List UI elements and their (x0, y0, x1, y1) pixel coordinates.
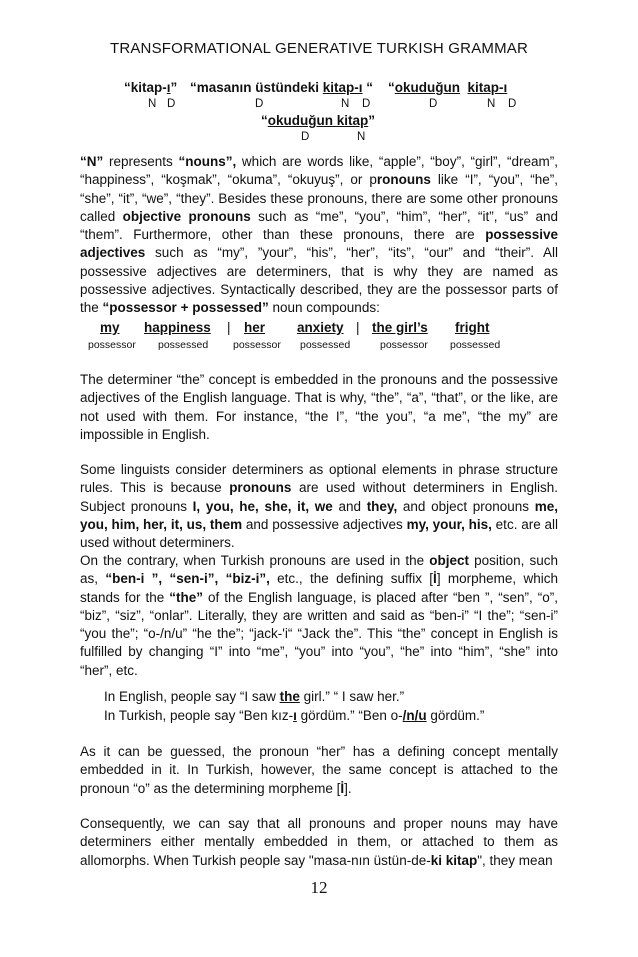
paragraph-determiner: The determiner “the” concept is embedded in the pronouns and the possessive adjectives of the English language. That is why, “the”, “a”, “that”, or the like, are not used with them. For instance, “the I”, “the you”, “a me”, “the my” are impossible in English. (80, 372, 558, 442)
compound-word: fright (455, 320, 490, 335)
example-underlined: okuduğun (394, 80, 460, 95)
example-underlined: kitap-ı (322, 80, 363, 95)
example-okudugun-kitap (261, 113, 375, 128)
compound-role: possessed (300, 339, 351, 351)
example-turkish: In Turkish, people say “Ben kız-ı gördüm.” “Ben o-/n/u gördüm.” (104, 708, 485, 723)
paragraph-her: As it can be guessed, the pronoun “her” has a defining concept mentally embedded in it. In Turkish, however, the same concept is attached to the pronoun “o” as the determining morpheme [İ]. (80, 744, 558, 796)
example-quote: ” (368, 113, 375, 128)
compound-separator: | (356, 320, 360, 335)
example-underlined: okuduğun kitap (267, 113, 369, 128)
compound-word: anxiety (297, 320, 344, 335)
page-number: 12 (310, 878, 328, 897)
example-kitap-i (124, 80, 177, 95)
compound-role: possessor (233, 339, 281, 351)
example-text: “masanın üstündeki (190, 80, 323, 95)
example-okudugun-kitap-i (388, 80, 507, 95)
example-text: “kitap- (124, 80, 167, 95)
example-quote: “ (362, 80, 374, 95)
paragraph-turkish-pronouns: On the contrary, when Turkish pronouns are used in the object position, such as, “ben-i ”, “sen-i”, “biz-i”, etc., the defining suffix [İ] morpheme, which stands for the “the” of the English language, is placed after “ben ”, “sen”, “o”, “biz”, “siz”, “onlar”. Literally, they are written and said as “ben-i” “I the”; “sen-i” “you the”; “o-/n/u” “he the”; “jack-'i“ “Jack the”. This “the” concept in English is fulfilled by changing “I” into “me”, “you” into “you”, “he” into “him”, “she” into “her”, etc. (80, 553, 559, 678)
category-tag: D (429, 98, 438, 110)
category-tag: D (508, 98, 517, 110)
paragraph-consequently: Consequently, we can say that all pronouns and proper nouns may have determiners either mentally embedded in them, or attached to them as allomorphs. When Turkish people say "masa-nın üstün-de-ki kitap", they mean (80, 816, 558, 868)
paragraph-nouns: “N” represents “nouns”, which are words like, “apple”, “boy”, “girl”, “dream”, “happiness”, “koşmak”, “okuma”, “okuyuş”, or pronouns like “I”, “you”, “he”, “she”, “it”, “we”, “they”. Besides these pronouns, there are some other pronouns called objective pronouns such as “me”, “you”, “him”, “her”, “it”, “us” and “them”. Furthermore, other than these pronouns, there are possessive adjectives such as “my”, ”your”, “his”, “her”, “its”, “our” and “their”. All possessive adjectives are determiners, that is why they are named as possessive adjectives. Syntactically described, they are the possessor parts of the “possessor + possessed” noun compounds: (80, 154, 558, 316)
example-quote: “ (388, 80, 395, 95)
category-tag: N (357, 131, 366, 143)
category-tag: D (362, 98, 371, 110)
compound-word: her (244, 320, 266, 335)
compound-role: possessor (88, 339, 136, 351)
compound-word: the girl’s (372, 320, 428, 335)
compound-word: happiness (144, 320, 211, 335)
example-masanin-ustundeki (190, 80, 373, 95)
example-underlined: kitap-ı (467, 80, 508, 95)
category-tag: N (341, 98, 350, 110)
compound-role: possessed (450, 339, 501, 351)
category-tag: D (167, 98, 176, 110)
example-quote: “ (261, 113, 268, 128)
category-tag: N (487, 98, 496, 110)
compound-role: possessed (158, 339, 209, 351)
example-quote: ” (170, 80, 178, 95)
running-header: TRANSFORMATIONAL GENERATIVE TURKISH GRAMMAR (109, 40, 529, 57)
category-tag: N (148, 98, 157, 110)
compound-role: possessor (380, 339, 428, 351)
category-tag: D (255, 98, 264, 110)
example-suffix: ı (166, 80, 171, 95)
compound-word: my (100, 320, 120, 335)
paragraph-linguists: Some linguists consider determiners as optional elements in phrase structure rules. This is because pronouns are used without determiners in English. Subject pronouns I, you, he, she, it, we and they, and object pronouns me, you, him, her, it, us, them and possessive adjectives my, your, his, etc. are all used without determiners. (80, 462, 559, 551)
category-tag: D (301, 131, 310, 143)
compound-separator: | (227, 320, 231, 335)
example-english: In English, people say “I saw the girl.” “ I saw her.” (104, 689, 405, 704)
